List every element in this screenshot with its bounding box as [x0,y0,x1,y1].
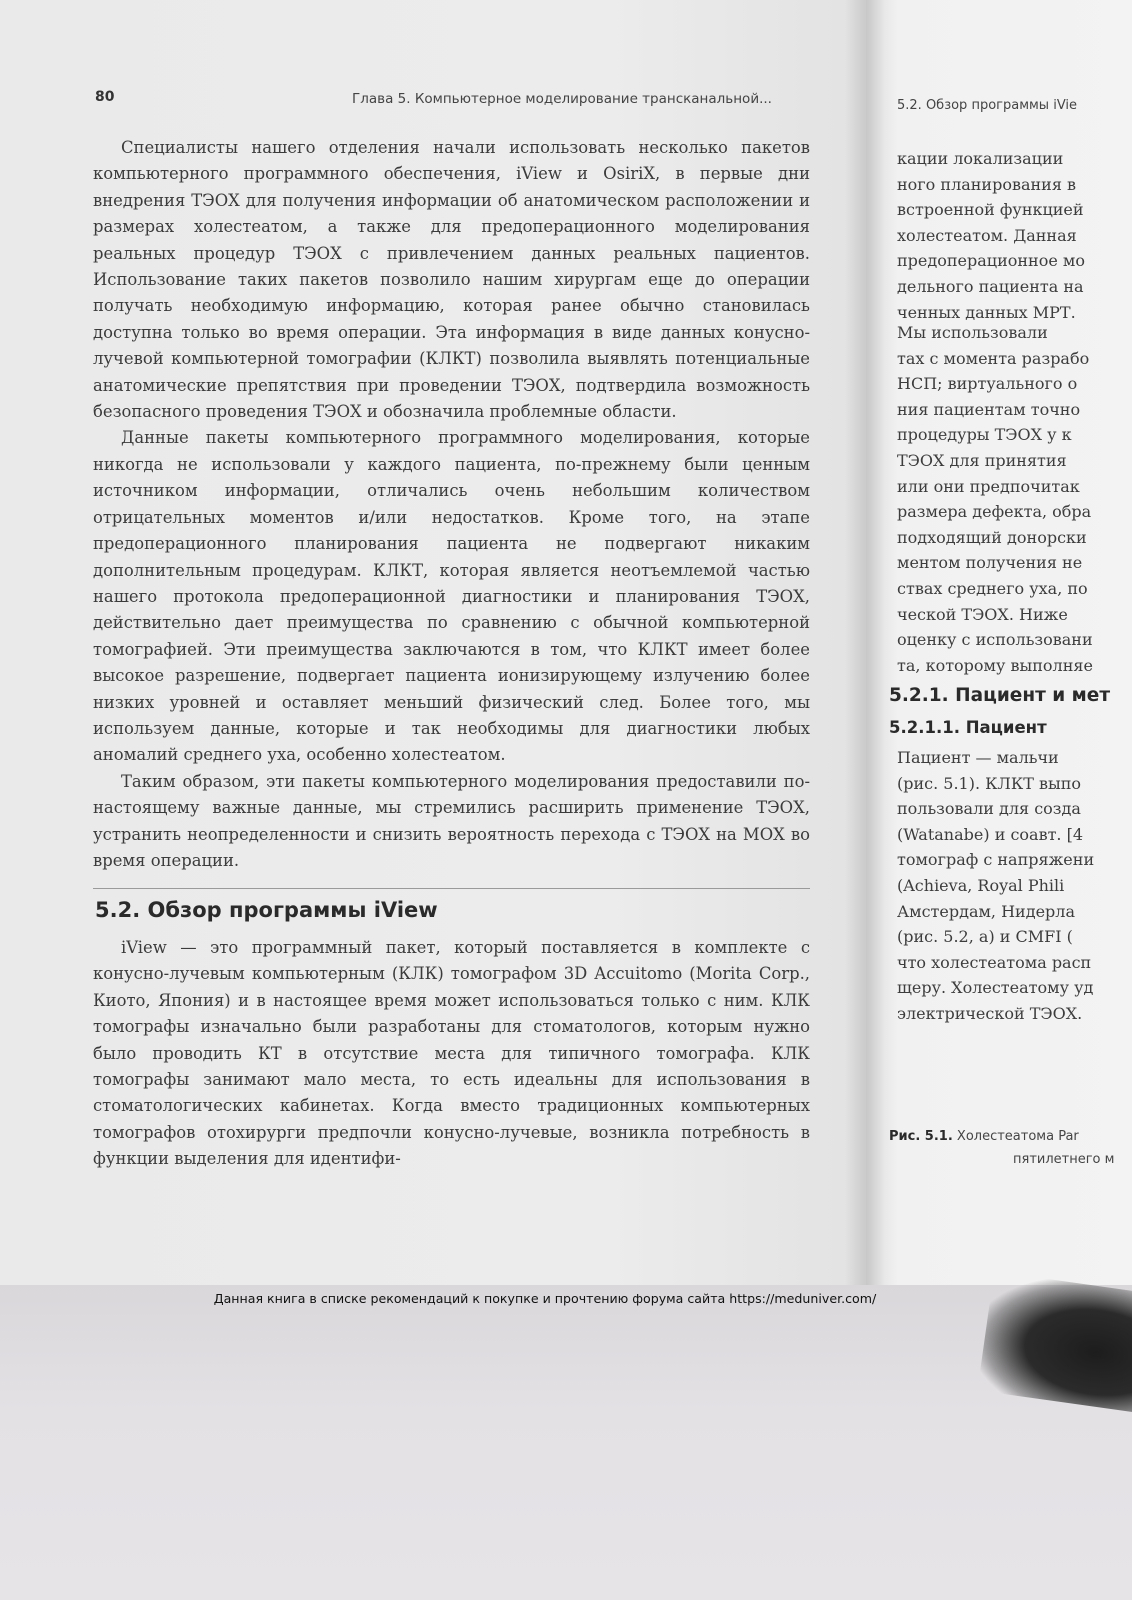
text-line: ния пациентам точно [897,399,1081,419]
paragraph: Специалисты нашего отделения начали использовать несколько пакетов компьютерного программного обеспечения, iView и OsiriX, в первые дни внедрения ТЭОХ для получения информации об анатомическом расположении и размерах холестеатом, а также для предоперационного моделирования реальных процедур ТЭОХ с привлечением данных реальных пациентов. Использование таких пакетов позволило нашим хирургам еще до операции получать необходимую информацию, которая ранее обычно становилась доступна только во время операции. Эта информация в виде данных конусно-лучевой компьютерной томографии (КЛКТ) позволила выявлять потенциальные анатомические препятствия при проведении ТЭОХ, подтвердила возможность безопасного проведения ТЭОХ и обозначила проблемные области. [93,138,810,422]
page-number: 80 [95,89,115,105]
text-line: Амстердам, Нидерла [897,901,1075,921]
text-line: ченных данных МРТ. [897,302,1076,322]
body-text-block-1 [93,135,810,874]
text-line: ствах среднего уха, по [897,578,1088,598]
text-line: дельного пациента на [897,276,1084,296]
text-line: или они предпочитак [897,476,1080,496]
body-text-block-2 [93,935,810,1173]
text-line: НСП; виртуального о [897,374,1078,394]
right-running-header: 5.2. Обзор программы iVie [897,98,1078,113]
text-line: ментом получения не [897,553,1083,573]
text-line: тах с момента разрабо [897,348,1090,368]
text-line: Пациент — мальчи [897,748,1059,767]
figure-caption-label: Рис. 5.1. [889,1129,953,1144]
text-line: (Achieva, Royal Phili [897,875,1065,895]
footer-note: Данная книга в списке рекомендаций к покупке и прочтению форума сайта https://meduniver.com/ [213,1291,877,1306]
text-line: оценку с использовани [897,630,1093,650]
figure-caption-text: Холестеатома Par [956,1129,1079,1144]
paragraph: Таким образом, эти пакеты компьютерного моделирования предоставили по-настоящему важные данные, мы стремились расширить применение ТЭОХ, устранить неопределенности и снизить вероятность перехода с ТЭОХ на МОХ во время операции. [93,771,810,870]
right-text-block-3 [897,745,1132,1027]
text-line: ТЭОХ для принятия [897,450,1067,470]
right-text-block-2 [897,320,1132,678]
subsection-heading: 5.2.1. Пациент и мет [889,685,1111,706]
subsubsection-heading: 5.2.1.1. Пациент [889,718,1047,737]
text-line: щеру. Холестеатому уд [897,978,1094,998]
section-rule [93,888,810,889]
background-surface [0,1285,1132,1600]
paragraph: iView — это программный пакет, который поставляется в комплекте с конусно-лучевым компьютерным (КЛК) томографом 3D Accuitomo (Morita Corp., Киото, Япония) и в настоящее время может использоваться только с ним. КЛК томографы изначально были разработаны для стоматологов, которым нужно было проводить КТ в отсутствие места для типичного томографа. КЛК томографы занимают мало места, то есть идеальны для использования в стоматологических кабинетах. Когда вместо традиционных компьютерных томографов отохирурги предпочли конусно-лучевые, возникла потребность в функции выделения для идентифи- [93,938,810,1169]
text-line: томограф с напряжени [897,850,1095,870]
text-line: пользовали для созда [897,799,1081,819]
text-line: Мы использовали [897,323,1048,342]
text-line: процедуры ТЭОХ у к [897,425,1072,445]
right-text-block-1 [897,146,1132,325]
figure-caption-line2: пятилетнего м [1013,1152,1115,1167]
text-line: что холестеатома расп [897,952,1092,972]
section-heading: 5.2. Обзор программы iView [95,898,438,922]
text-line: ческой ТЭОХ. Ниже [897,604,1068,624]
paragraph: Данные пакеты компьютерного программного моделирования, которые никогда не использовали у каждого пациента, по-прежнему были ценным источником информации, отличались очень небольшим количеством отрицательных моментов и/или недостатков. Кроме того, на этапе предоперационного планирования пациента не подвергают никаким дополнительным процедурам. КЛКТ, которая является неотъемлемой частью нашего протокола предоперационной диагностики и планирования ТЭОХ, действительно дает преимущества по сравнению с обычной компьютерной томографией. Эти преимущества заключаются в том, что КЛКТ имеет более высокое разрешение, подвергает пациента ионизирующему излучению более низких уровней и оставляет меньший физический след. Более того, мы используем данные, которые и так необходимы для диагностики любых аномалий среднего уха, особенно холестеатом. [93,428,810,765]
figure-caption [889,1129,1079,1144]
text-line: подходящий донорски [897,527,1087,547]
text-line: встроенной функцией [897,200,1084,220]
text-line: (Watanabe) и соавт. [4 [897,824,1084,844]
text-line: холестеатом. Данная [897,225,1077,245]
text-line: (рис. 5.1). КЛКТ выпо [897,773,1082,793]
book-gutter [845,0,885,1285]
text-line: электрической ТЭОХ. [897,1003,1083,1023]
text-line: предоперационное мо [897,251,1085,271]
text-line: размера дефекта, обра [897,502,1092,522]
text-line: та, которому выполняе [897,655,1093,675]
text-line: ного планирования в [897,174,1077,194]
running-header: Глава 5. Компьютерное моделирование трансканальной... [352,91,772,107]
text-line: (рис. 5.2, а) и CMFI ( [897,927,1073,947]
text-line: кации локализации [897,149,1064,168]
